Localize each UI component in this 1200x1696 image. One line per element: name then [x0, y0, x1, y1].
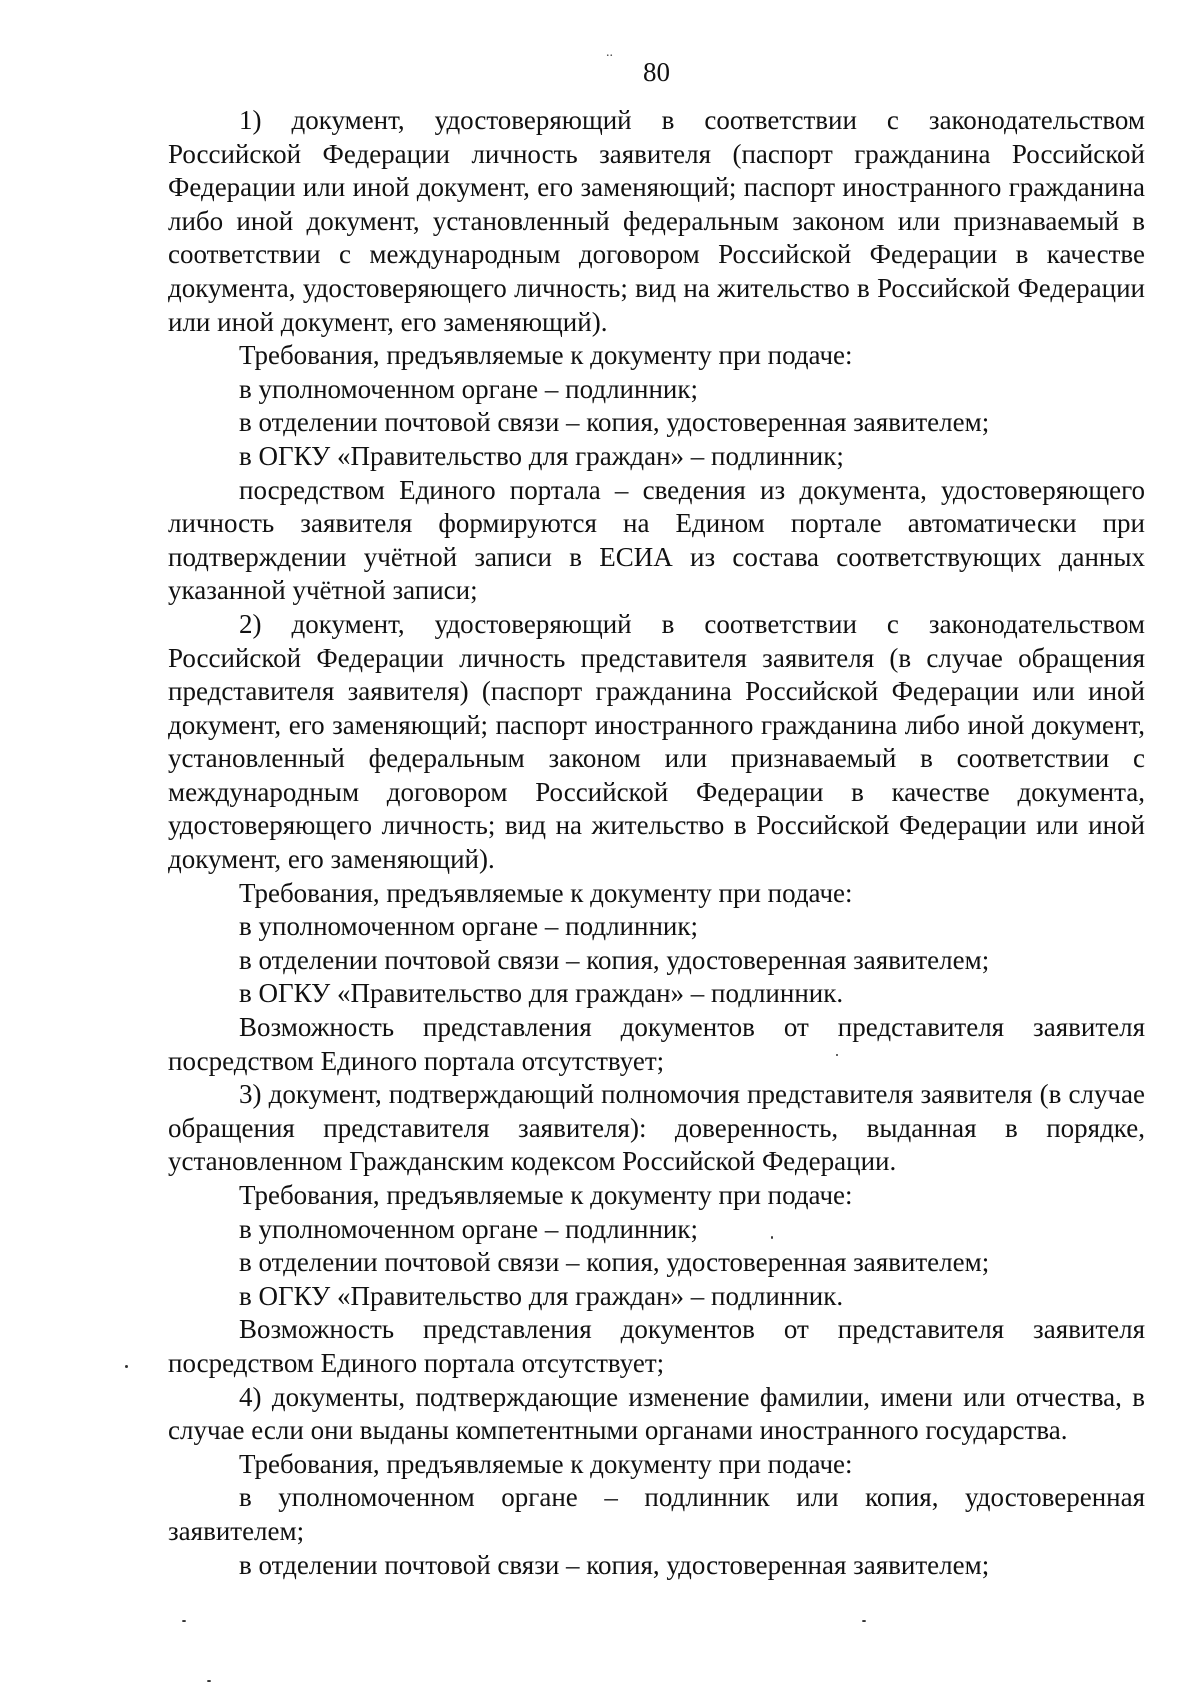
paragraph-item-4: 4) документы, подтверждающие изменение фамилии, имени или отчества, в случае если они выданы компетентными органами иностранного государства. — [168, 1381, 1145, 1446]
paragraph-requirement: в уполномоченном органе – подлинник или копия, удостоверенная заявителем; — [168, 1482, 1145, 1546]
paragraph-requirements-heading: Требования, предъявляемые к документу при подаче: — [239, 877, 853, 908]
scan-speck — [771, 1236, 773, 1239]
page-number-value: 80 — [643, 57, 670, 87]
paragraph-item-1: 1) документ, удостоверяющий в соответствии с законодательством Российской Федерации личность заявителя (паспорт гражданина Российской Федерации или иной документ, его заменяющий; паспорт иностранного гражданина либо иной документ, установленный федеральным законом или признаваемый в соответствии с международным договором Российской Федерации в качестве документа, удостоверяющего личность; вид на жительство в Российской Федерации или иной документ, его заменяющий). — [168, 105, 1145, 337]
paragraph-requirement: в отделении почтовой связи – копия, удостоверенная заявителем; — [239, 1549, 990, 1580]
scan-speck — [125, 1365, 128, 1368]
scan-speck — [862, 1620, 866, 1622]
paragraph-requirement: в уполномоченном органе – подлинник; — [239, 911, 698, 942]
scan-speck — [836, 1054, 838, 1056]
paragraph-item-2: 2) документ, удостоверяющий в соответствии с законодательством Российской Федерации личность представителя заявителя (в случае обращения представителя заявителя) (паспорт гражданина Российской Федерации или иной документ, его заменяющий; паспорт иностранного гражданина либо иной документ, установленный федеральным законом или признаваемый в соответствии с международным договором Российской Федерации в качестве документа, удостоверяющего личность; вид на жительство в Российской Федерации или иной документ, его заменяющий). — [168, 608, 1145, 875]
paragraph-requirement: в ОГКУ «Правительство для граждан» – подлинник; — [239, 440, 844, 471]
paragraph-requirement: в ОГКУ «Правительство для граждан» – подлинник. — [239, 978, 844, 1009]
scan-mark: .. — [606, 45, 613, 60]
paragraph-requirement: в уполномоченном органе – подлинник; — [239, 373, 698, 404]
paragraph-note: Возможность представления документов от представителя заявителя посредством Единого портала отсутствует; — [168, 1314, 1145, 1378]
paragraph-requirements-heading: Требования, предъявляемые к документу при подаче: — [239, 1448, 853, 1479]
paragraph-requirement: в уполномоченном органе – подлинник; — [239, 1213, 698, 1244]
paragraph-note: Возможность представления документов от представителя заявителя посредством Единого портала отсутствует; — [168, 1012, 1145, 1076]
paragraph-requirement: в отделении почтовой связи – копия, удостоверенная заявителем; — [239, 944, 990, 975]
paragraph-item-3: 3) документ, подтверждающий полномочия представителя заявителя (в случае обращения представителя заявителя): доверенность, выданная в порядке, установленном Гражданским кодексом Российской Федерации. — [168, 1079, 1145, 1177]
paragraph-requirements-heading: Требования, предъявляемые к документу при подаче: — [239, 1180, 853, 1210]
scan-speck — [182, 1620, 186, 1622]
scan-speck — [207, 1680, 211, 1682]
paragraph-requirement: посредством Единого портала – сведения из документа, удостоверяющего личность заявителя формируются на Едином портале автоматически при подтверждении учётной записи в ЕСИА из состава соответствующих данных указанной учётной записи; — [168, 474, 1145, 606]
paragraph-requirement: в отделении почтовой связи – копия, удостоверенная заявителем; — [239, 407, 990, 438]
page-number — [0, 56, 1200, 88]
paragraph-requirements-heading: Требования, предъявляемые к документу при подаче: — [239, 340, 853, 371]
document-body — [168, 104, 1145, 1582]
paragraph-requirement: в отделении почтовой связи – копия, удостоверенная заявителем; — [239, 1247, 990, 1278]
paragraph-requirement: в ОГКУ «Правительство для граждан» – подлинник. — [239, 1280, 844, 1311]
